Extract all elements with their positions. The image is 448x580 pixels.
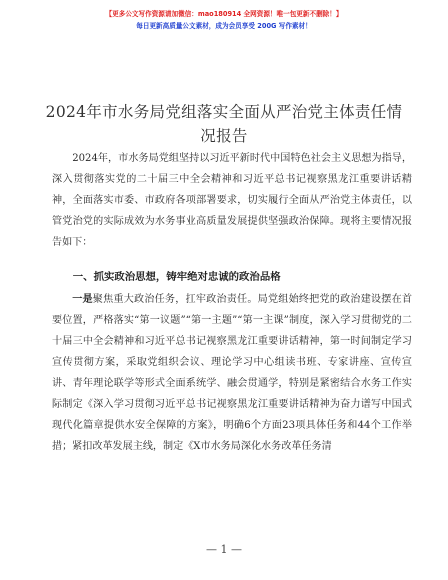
section-1-body xyxy=(52,289,412,457)
intro-paragraph-block xyxy=(52,148,412,253)
promo-banner-line-1: 【更多公文写作资源请加微信：mao180914 全网资源！唯一包更新不删除！】 xyxy=(105,10,343,18)
section-1-paragraph xyxy=(52,289,412,457)
page-number: — 1 — xyxy=(206,543,242,556)
section-1-text: 聚焦重大政治任务，扛牢政治责任。局党组始终把党的政治建设摆在首要位置，严格落实“第一议题”“第一主题”“第一主课”制度，深入学习贯彻党的二十届三中全会精神和习近平总书记视察黑龙江重要讲话精神，第一时间制定学习宣传贯彻方案，采取党组织会议、理论学习中心组读书班、专家讲座、宣传宣讲、青年理论联学等形式全面系统学、融会贯通学，特别是紧密结合水务工作实际制定《深入学习贯彻习近平总书记视察黑龙江重要讲话精神为奋力谱写中国式现代化篇章提供水安全保障的方案》，明确6个方面23项具体任务和44个工作举措；紧扣改革发展主线，制定《X市水务局深化水务改革任务清 xyxy=(52,294,413,452)
section-1-lead: 一是 xyxy=(72,294,93,305)
document-title: 2024年市水务局党组落实全面从严治党主体责任情况报告 xyxy=(45,103,403,145)
section-1-heading: 一、抓实政治思想，铸牢绝对忠诚的政治品格 xyxy=(72,271,281,283)
promo-banner-line-2: 每日更新高质量公文素材，成为会员享受 200G 写作素材！ xyxy=(136,22,312,30)
intro-paragraph: 2024年，市水务局党组坚持以习近平新时代中国特色社会主义思想为指导，深入贯彻落实党的二十届三中全会精神和习近平总书记视察黑龙江重要讲话精神，全面落实市委、市政府各项部署要求，切实履行全面从严治党主体责任，以管党治党的实际成效为水务事业高质量发展提供坚强政治保障。现将主要情况报告如下： xyxy=(52,153,412,248)
